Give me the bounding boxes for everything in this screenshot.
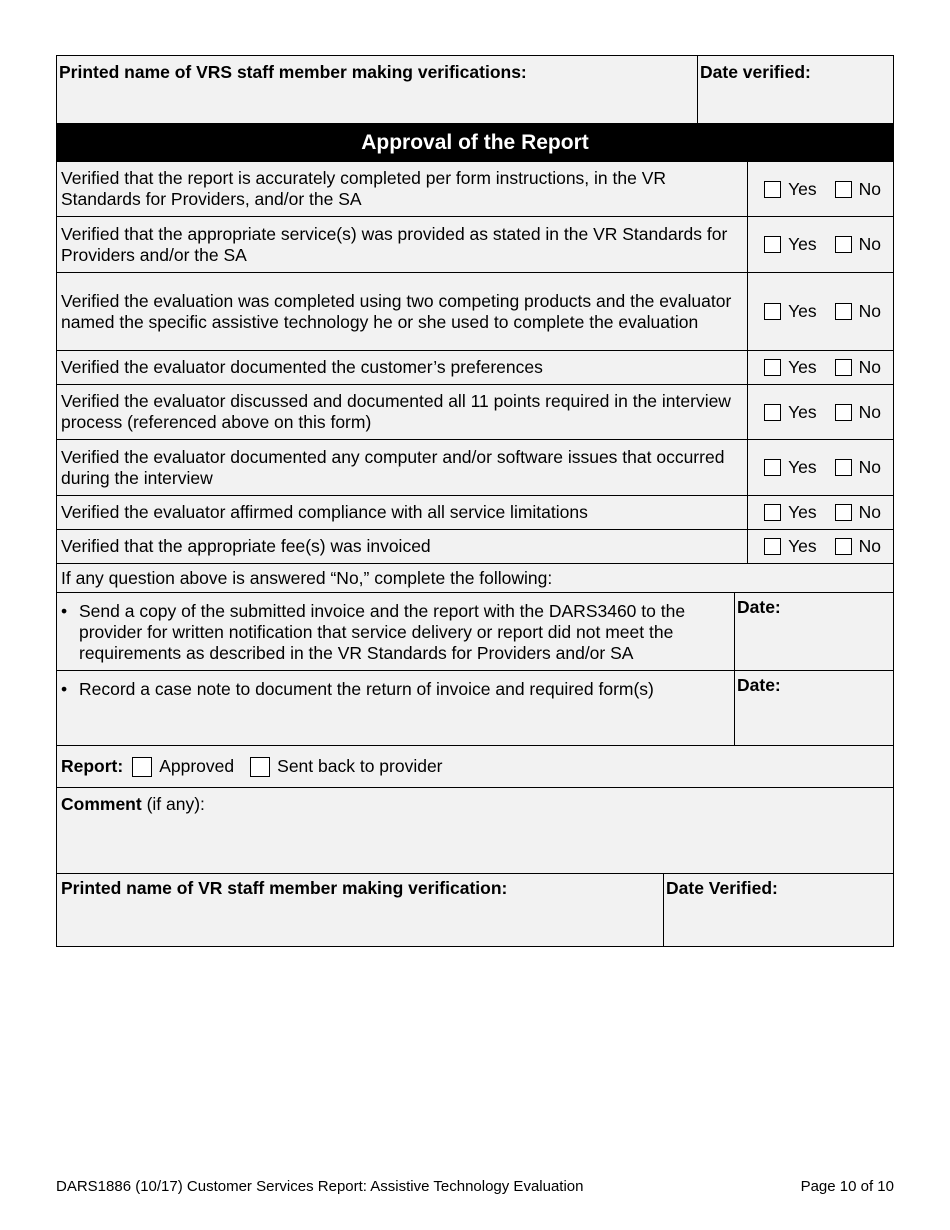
- comment-field[interactable]: [57, 788, 893, 873]
- approved-label: Approved: [159, 756, 235, 776]
- report-status: [57, 756, 447, 777]
- no-checkbox[interactable]: [835, 459, 852, 476]
- action-date-field[interactable]: [734, 593, 893, 670]
- yes-no-group: [747, 162, 893, 216]
- question-text: Verified the evaluator documented any computer and/or software issues that occurred during the interview: [61, 446, 725, 488]
- question-text: Verified that the report is accurately completed per form instructions, in the VR Standards for Providers, and/or the SA: [61, 168, 667, 209]
- yes-checkbox[interactable]: [764, 404, 781, 421]
- footer-form-id: DARS1886 (10/17) Customer Services Report: Assistive Technology Evaluation: [56, 1178, 584, 1195]
- no-checkbox[interactable]: [835, 303, 852, 320]
- report-label: Report:: [61, 756, 124, 776]
- if-no-instruction-row: [56, 564, 894, 593]
- action-date-field[interactable]: [734, 671, 893, 745]
- yes-label: Yes: [788, 234, 817, 254]
- no-label: No: [858, 234, 881, 254]
- question-row: [56, 385, 894, 440]
- bullet-marker: •: [61, 679, 68, 699]
- vr-printed-name-field[interactable]: [57, 874, 663, 946]
- vr-date-verified-field[interactable]: [663, 874, 893, 946]
- question-text: Verified the evaluator documented the customer’s preferences: [61, 357, 543, 377]
- question-row: [56, 351, 894, 385]
- yes-label: Yes: [788, 502, 817, 522]
- yes-checkbox[interactable]: [764, 359, 781, 376]
- no-checkbox[interactable]: [835, 236, 852, 253]
- yes-checkbox[interactable]: [764, 538, 781, 555]
- yes-no-group: [747, 440, 893, 495]
- approved-checkbox[interactable]: [132, 757, 152, 777]
- approval-section-title: Approval of the Report: [56, 124, 894, 162]
- no-label: No: [858, 301, 881, 321]
- question-row: [56, 162, 894, 217]
- footer-page-number: Page 10 of 10: [800, 1178, 894, 1195]
- yes-label: Yes: [788, 457, 817, 477]
- yes-checkbox[interactable]: [764, 303, 781, 320]
- vrs-verification-row: [56, 55, 894, 124]
- no-label: No: [858, 536, 881, 556]
- bullet-marker: •: [61, 601, 68, 621]
- yes-no-group: [747, 496, 893, 529]
- question-text: Verified the evaluator affirmed compliance with all service limitations: [61, 502, 588, 522]
- date-label: Date:: [737, 675, 781, 695]
- yes-no-group: [747, 385, 893, 439]
- question-row: [56, 496, 894, 530]
- if-no-instruction: If any question above is answered “No,” complete the following:: [61, 568, 553, 588]
- question-text: Verified the evaluator discussed and documented all 11 points required in the interview process (referenced above on this form): [61, 391, 731, 432]
- action-item: [57, 671, 734, 745]
- question-text: Verified the evaluation was completed using two competing products and the evaluator named the specific assistive technology he or she used to complete the evaluation: [61, 290, 732, 332]
- yes-no-group: [747, 530, 893, 563]
- no-checkbox[interactable]: [835, 181, 852, 198]
- action-item: [57, 593, 734, 670]
- yes-no-group: [747, 273, 893, 350]
- yes-label: Yes: [788, 178, 817, 199]
- yes-no-group: [747, 351, 893, 384]
- yes-label: Yes: [788, 401, 817, 422]
- action-text: Send a copy of the submitted invoice and the report with the DARS3460 to the provider for written notification that service delivery or report did not meet the requirements as described in the VR Standards for Providers and/or SA: [79, 601, 686, 663]
- no-checkbox[interactable]: [835, 504, 852, 521]
- vrs-date-verified-field[interactable]: [697, 56, 893, 123]
- date-label: Date:: [737, 597, 781, 617]
- question-row: [56, 273, 894, 351]
- no-label: No: [858, 502, 881, 522]
- question-text: Verified that the appropriate fee(s) was invoiced: [61, 536, 431, 556]
- action-row: [56, 593, 894, 671]
- vrs-printed-name-field[interactable]: [57, 56, 697, 123]
- question-row: [56, 217, 894, 273]
- no-checkbox[interactable]: [835, 359, 852, 376]
- approval-form: [56, 55, 894, 947]
- yes-label: Yes: [788, 357, 817, 377]
- yes-checkbox[interactable]: [764, 181, 781, 198]
- comment-suffix: (if any):: [141, 794, 205, 814]
- no-label: No: [858, 178, 881, 199]
- question-text: Verified that the appropriate service(s) was provided as stated in the VR Standards for Providers and/or the SA: [61, 223, 728, 265]
- action-text: Record a case note to document the return of invoice and required form(s): [79, 679, 654, 699]
- comment-label: Comment: [61, 794, 142, 814]
- yes-no-group: [747, 217, 893, 272]
- yes-checkbox[interactable]: [764, 236, 781, 253]
- no-label: No: [858, 401, 881, 422]
- action-row: [56, 671, 894, 746]
- no-checkbox[interactable]: [835, 404, 852, 421]
- question-row: [56, 440, 894, 496]
- no-label: No: [858, 357, 881, 377]
- no-label: No: [858, 457, 881, 477]
- comment-row: [56, 788, 894, 874]
- report-status-row: [56, 746, 894, 788]
- vr-verification-row: [56, 874, 894, 947]
- yes-label: Yes: [788, 536, 817, 556]
- yes-checkbox[interactable]: [764, 459, 781, 476]
- sent-back-label: Sent back to provider: [277, 756, 443, 776]
- question-row: [56, 530, 894, 564]
- vrs-printed-name-label: Printed name of VRS staff member making verifications:: [59, 62, 527, 82]
- vr-date-verified-label: Date Verified:: [666, 878, 778, 898]
- yes-checkbox[interactable]: [764, 504, 781, 521]
- vr-printed-name-label: Printed name of VR staff member making verification:: [61, 878, 508, 898]
- no-checkbox[interactable]: [835, 538, 852, 555]
- yes-label: Yes: [788, 301, 817, 321]
- sent-back-checkbox[interactable]: [250, 757, 270, 777]
- vrs-date-verified-label: Date verified:: [700, 62, 811, 82]
